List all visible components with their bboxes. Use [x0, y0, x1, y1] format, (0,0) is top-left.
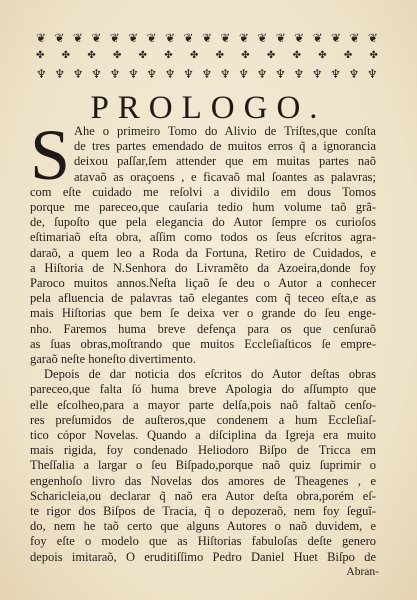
ornament-flower-icon: ✤ [292, 50, 301, 61]
text-line: a Hiſtoria de N.Senhora do Livramẽto da Azoeira,donde foy [30, 260, 376, 275]
ornament-trident-icon: ♆ [72, 67, 84, 81]
ornament-fleuron-icon: ❦ [128, 31, 139, 45]
ornament-trident-icon: ♆ [238, 67, 250, 81]
text-line: eſtimariaõ eſta obra, aſſim como todos os ſeus eſcritos agra- [30, 230, 376, 245]
text-line: depois imitaraõ, O eruditiſſimo Pedro Daniel Huet Biſpo de [30, 549, 376, 564]
ornament-trident-icon: ♆ [330, 67, 342, 81]
text-line: pela afluencia de palavras taõ elegantes com q̃ teceo eſta,e as [30, 291, 376, 306]
prologue-body [30, 115, 376, 565]
text-line: pareceo,que falta ſó huma breve Apologia do aſſumpto que [30, 382, 376, 397]
ornament-trident-icon: ♆ [109, 67, 121, 81]
ornament-flower-icon: ✤ [241, 50, 250, 61]
ornament-row-bottom [36, 66, 378, 82]
ornament-fleuron-icon: ❦ [36, 31, 47, 45]
ornament-trident-icon: ♆ [127, 67, 139, 81]
ornament-fleuron-icon: ❦ [72, 31, 83, 45]
ornament-fleuron-icon: ❦ [220, 31, 231, 45]
ornament-trident-icon: ♆ [311, 67, 323, 81]
ornament-fleuron-icon: ❦ [54, 31, 65, 45]
ornament-flower-icon: ✤ [164, 50, 173, 61]
ornament-trident-icon: ♆ [36, 67, 47, 81]
ornament-trident-icon: ♆ [91, 67, 102, 81]
ornament-fleuron-icon: ❦ [201, 31, 212, 45]
catchword: Abran- [346, 566, 379, 578]
text-line: engenhoſo livro das Novelas dos amores de Theagenes , e [30, 473, 376, 488]
ornament-trident-icon: ♆ [293, 67, 305, 81]
ornament-flower-icon: ✤ [215, 50, 224, 61]
ornament-trident-icon: ♆ [164, 67, 176, 81]
header-ornament [36, 30, 378, 82]
ornament-row-top [36, 30, 378, 46]
text-line: res preſumidos de auſteros,que condenem a hum Eccleſiaſ- [30, 412, 376, 427]
ornament-trident-icon: ♆ [146, 67, 158, 81]
text-line: elle eſcolheo,para a mayor parte delſa,pois naõ faltaõ cenſo- [30, 397, 376, 412]
text-line: te rigor dos Biſpos de Tracia, q̃ o depozeraõ, nem foy ſeguĩ- [30, 504, 376, 519]
ornament-flower-icon: ✤ [61, 50, 71, 61]
text-line: mais rigida, foy condenado Heliodoro Biſpo de Tricca em [30, 443, 376, 458]
text-line: Paroco muitos annos.Neſta liçaõ ſe deu o Autor a conhecer [30, 276, 376, 291]
ornament-fleuron-icon: ❦ [146, 31, 157, 45]
ornament-fleuron-icon: ❦ [257, 31, 268, 45]
ornament-trident-icon: ♆ [348, 67, 360, 81]
text-line: Theſſalia a largar o ſeu Biſpado,porque naõ quiz ſuprimir o [30, 458, 376, 473]
ornament-trident-icon: ♆ [201, 67, 213, 81]
ornament-fleuron-icon: ❦ [294, 31, 305, 45]
ornament-trident-icon: ♆ [219, 67, 231, 81]
drop-cap-letter: S [30, 115, 71, 195]
text-line: deixou paſſar,ſem attender que em muitas partes naõ [74, 154, 376, 169]
ornament-trident-icon: ♆ [275, 67, 286, 81]
ornament-flower-icon: ✤ [343, 50, 353, 61]
text-line: daraõ, a quem leo a Roda da Fortuna, Retiro de Cuidados, e [30, 245, 376, 260]
ornament-fleuron-icon: ❦ [109, 31, 120, 45]
ornament-fleuron-icon: ❦ [91, 31, 102, 45]
text-line: nho. Faremos huma breve defença para os que cenſuraõ [30, 321, 376, 336]
ornament-fleuron-icon: ❦ [275, 31, 286, 45]
ornament-fleuron-icon: ❦ [312, 31, 323, 45]
text-line: com eſte cuidado me reſolvi a dividilo em dous Tomos [30, 184, 376, 199]
text-line: garaõ neſte honeſto divertimento. [30, 352, 196, 367]
ornament-fleuron-icon: ❦ [367, 31, 378, 45]
ornament-flower-icon: ✤ [87, 50, 96, 61]
text-line: de, ſupoſto que pela elegancia do Autor ſempre os curioſos [30, 215, 376, 230]
ornament-fleuron-icon: ❦ [331, 31, 342, 45]
text-line: atavaõ as oraçoens , e ficavaõ mal ſoantes as palavras; [74, 169, 376, 184]
ornament-flower-icon: ✤ [318, 50, 327, 61]
text-line: Depois de dar noticia dos eſcritos do Autor deſtas obras [44, 367, 376, 382]
text-line: mais Hiſtorias que bem ſe deixa ver o grande do ſeu enge- [30, 306, 376, 321]
text-line: foy eſte o modelo que as Hiſtorias fabuloſas deſte genero [30, 534, 376, 549]
ornament-flower-icon: ✤ [36, 50, 45, 61]
ornament-fleuron-icon: ❦ [165, 31, 176, 45]
text-line: Scharicleia,ou declarar q̃ naõ era Autor deſta obra,porém eſ- [30, 488, 376, 503]
ornament-row-middle [36, 48, 378, 64]
ornament-trident-icon: ♆ [367, 67, 378, 81]
ornament-fleuron-icon: ❦ [349, 31, 360, 45]
page-title: PROLOGO. [90, 90, 327, 126]
text-line: do, nem he taõ certo que alguns Autores o naõ duvidem, e [30, 519, 376, 534]
ornament-flower-icon: ✤ [189, 50, 199, 61]
ornament-fleuron-icon: ❦ [183, 31, 194, 45]
ornament-trident-icon: ♆ [183, 67, 194, 81]
text-line: tico cópor Novelas. Quando a diſciplina da Igreja era muito [30, 428, 376, 443]
ornament-flower-icon: ✤ [138, 50, 148, 61]
ornament-fleuron-icon: ❦ [238, 31, 249, 45]
ornament-trident-icon: ♆ [256, 67, 268, 81]
text-line: porque me pareceo,que cauſaria tedio hum volume taõ grã- [30, 200, 376, 215]
text-line: as ſuas obras,moſtrando que muitos Eccleſiaſticos ſe empre- [30, 336, 376, 351]
ornament-flower-icon: ✤ [369, 50, 378, 61]
ornament-trident-icon: ♆ [54, 67, 66, 81]
text-line: Ahe o primeiro Tomo do Alivio de Triſtes,que conſta [74, 124, 376, 138]
ornament-flower-icon: ✤ [112, 50, 122, 61]
ornament-flower-icon: ✤ [266, 50, 276, 61]
text-line: de tres partes emendado de muitos erros q̃ a ignorancia [74, 139, 376, 154]
